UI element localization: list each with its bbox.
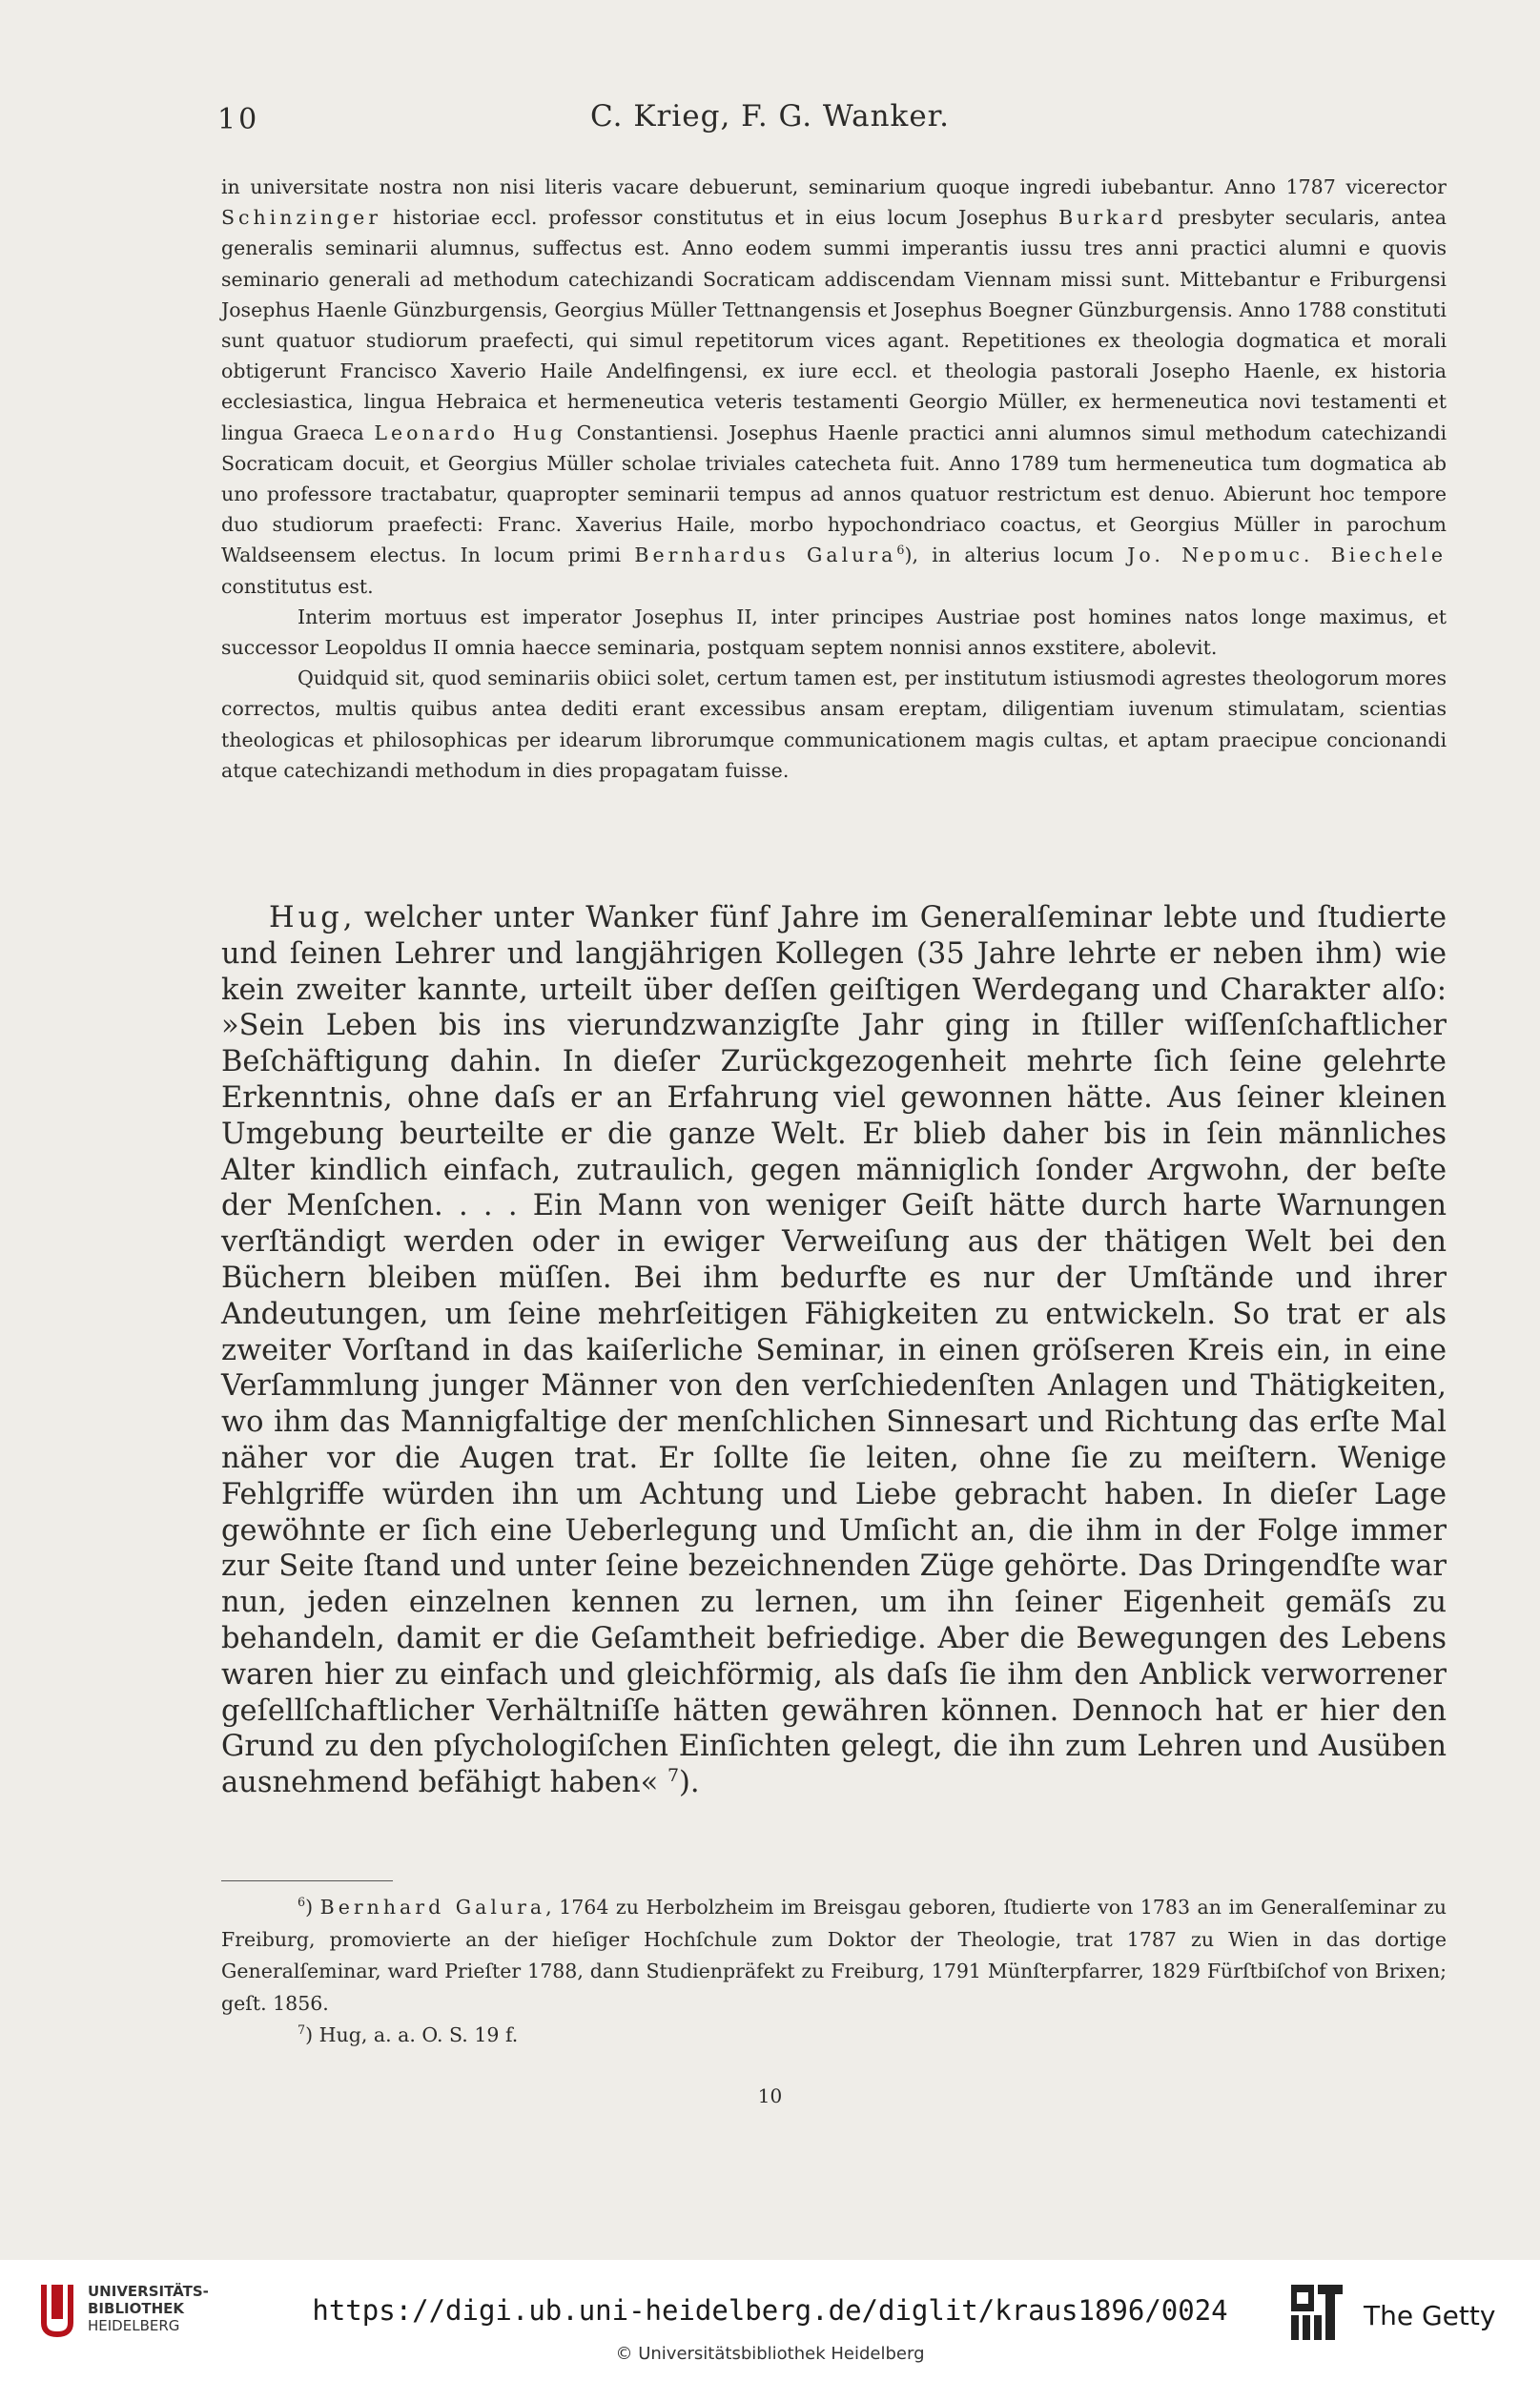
text-run: historiae eccl. professor constitutus et in eius locum Josephus bbox=[381, 206, 1059, 230]
spaced-name: Leonardo Hug bbox=[374, 421, 566, 444]
spaced-name: Schinzinger bbox=[221, 206, 382, 230]
footnote-marker: 7 bbox=[298, 2022, 306, 2038]
footnote-7: $^7$) Hug, a. a. O. S. 19 f. bbox=[298, 2022, 519, 2046]
spaced-name: Burkard bbox=[1058, 206, 1167, 230]
footnote-6: $^6$) Bernhard Galura, 1764 zu Herbolzheim im Breisgau geboren, ſtudierte von 1783 an im Generalſeminar zu Freiburg, promovierte an der hieſiger Hochſchule zum Doktor der Theologie, trat 1787 zu Wien in das dortige Generalſeminar, ward Prieſter 1788, dann Studienpräfekt zu Freiburg, 1791 Münſterpfarrer, 1829 Fürſtbiſchof von Brixen; geſt. 1856. bbox=[221, 1895, 1447, 2015]
viewer-footer bbox=[0, 2260, 1540, 2381]
text-run: Constantiensi. Josephus Haenle practici anni alumnos simul methodum catechizandi Socraticam docuit, et Georgius Müller scholae triviales catecheta fuit. Anno 1789 tum hermeneutica tum dogmatica ab uno professore tractabatur, quapropter seminarii tempus ad annos quatuor restrictum est denuo. Abierunt hoc tempore duo studiorum praefecti: Franc. Xaverius Haile, morbo hypochondriaco coactus, et Georgius Müller in parochum Waldseensem electus. In locum primi bbox=[221, 421, 1447, 567]
latin-text-block bbox=[221, 172, 1447, 786]
footnote-divider bbox=[221, 1880, 393, 1881]
footnotes bbox=[221, 1892, 1447, 2052]
spaced-name: Bernhard Galura bbox=[319, 1896, 546, 1919]
text-run: in universitate nostra non nisi literis vacare debuerunt, seminarium quoque ingredi iubebantur. Anno 1787 vicerector bbox=[221, 175, 1447, 198]
text-run: Hug, a. a. O. S. 19 f. bbox=[313, 2023, 519, 2046]
page-number-header: 10 bbox=[217, 103, 260, 136]
getty-wordmark: The Getty bbox=[1364, 2300, 1496, 2331]
footnote-ref-6[interactable]: 6 bbox=[896, 543, 905, 558]
library-name-line: BIBLIOTHEK bbox=[88, 2300, 184, 2317]
text-run: ). bbox=[679, 1766, 700, 1800]
library-name-line: HEIDELBERG bbox=[88, 2317, 180, 2334]
spaced-name: Jo. Nepomuc. Biechele bbox=[1127, 544, 1447, 567]
permalink-url[interactable]: https://digi.ub.uni-heidelberg.de/diglit/kraus1896/0024 bbox=[312, 2294, 1228, 2327]
text-run: constitutus est. bbox=[221, 574, 374, 598]
library-name-line: UNIVERSITÄTS- bbox=[88, 2283, 209, 2300]
german-paragraph bbox=[221, 900, 1447, 1801]
latin-paragraph-2: Interim mortuus est imperator Josephus II, inter principes Austriae post homines natos longe maximus, et successor Leopoldus II omnia haecce seminaria, postquam septem nonnisi annos exstitere, abolevit. bbox=[221, 605, 1447, 660]
footnote-ref-7[interactable]: 7 bbox=[667, 1764, 680, 1786]
spaced-name: Hug bbox=[269, 901, 343, 934]
getty-logo-icon bbox=[1289, 2283, 1345, 2342]
german-text-block bbox=[221, 900, 1447, 1801]
text-run: ), in alterius locum bbox=[904, 544, 1128, 567]
latin-paragraph-1 bbox=[221, 172, 1447, 602]
page-number-footer: 10 bbox=[757, 2084, 783, 2107]
running-title: C. Krieg, F. G. Wanker. bbox=[590, 99, 950, 133]
copyright-notice: © Universitätsbibliothek Heidelberg bbox=[615, 2344, 925, 2364]
text-run: , welcher unter Wanker fünf Jahre im Generalſeminar lebte und ſtudierte und ſeinen Lehrer und langjährigen Kollegen (35 Jahre lehrte er neben ihm) wie kein zweiter kannte, urteilt über deſſen geiſtigen Werdegang und Charakter alſo: »Sein Leben bis ins vierundzwanzigſte Jahr ging in ſtiller wiſſenſchaftlicher Beſchäftigung dahin. In dieſer Zurückgezogenheit mehrte ſich ſeine gelehrte Erkenntnis, ohne daſs er an Erfahrung viel gewonnen hätte. Aus ſeiner kleinen Umgebung beurteilte er die ganze Welt. Er blieb daher bis in ſein männliches Alter kindlich einfach, zutraulich, gegen männiglich ſonder Argwohn, der beſte der Menſchen. . . . Ein Mann von weniger Geiſt hätte durch harte Warnungen verſtändigt werden oder in ewiger Verweiſung aus der thätigen Welt bei den Büchern bleiben müſſen. Bei ihm bedurfte es nur der Umſtände und ihrer Andeutungen, um ſeine mehrſeitigen Fähigkeiten zu entwickeln. So trat er als zweiter Vorſtand in das kaiſerliche Seminar, in einen gröſseren Kreis ein, in eine Verſammlung junger Männer von den verſchiedenſten Anlagen und Thätigkeiten, wo ihm das Mannigfaltige der menſchlichen Sinnesart und Richtung das erſte Mal näher vor die Augen trat. Er ſollte ſie leiten, ohne ſie zu meiſtern. Wenige Fehlgriffe würden ihn um Achtung und Liebe gebracht haben. In dieſer Lage gewöhnte er ſich eine Ueberlegung und Umſicht an, die ihm in der Folge immer zur Seite ſtand und unter ſeine bezeichnenden Züge gehörte. Das Dringendſte war nun, jeden einzelnen kennen zu lernen, um ihn ſeiner Eigenheit gemäſs zu behandeln, damit er die Geſamtheit befriedige. Aber die Bewegungen des Lebens waren hier zu einfach und gleichförmig, als daſs ſie ihm den Anblick verworrener geſellſchaftlicher Verhältniſſe hätten gewähren können. Dennoch hat er hier den Grund zu den pſychologiſchen Einſichten gelegt, die ihn zum Lehren und Ausüben ausnehmend befähigt haben« bbox=[221, 901, 1447, 1800]
text-run: , 1764 zu Herbolzheim im Breisgau geboren, ſtudierte von 1783 an im Generalſeminar zu Freiburg, promovierte an der hieſiger Hochſchule zum Doktor der Theologie, trat 1787 zu Wien in das dortige Generalſeminar, ward Prieſter 1788, dann Studienpräfekt zu Freiburg, 1791 Münſterpfarrer, 1829 Fürſtbiſchof von Brixen; geſt. 1856. bbox=[221, 1896, 1447, 2015]
latin-paragraph-3: Quidquid sit, quod seminariis obiici solet, certum tamen est, per institutum istiusmodi agrestes theologorum mores correctos, multis quibus antea dediti erant excessibus ansam ereptam, diligentiam iuvenum stimulatam, scientias theologicas et philosophicas per idearum librorumque communicationem magis cultas, et aptam praecipue concionandi atque catechizandi methodum in dies propagatam fuisse. bbox=[221, 667, 1447, 782]
text-run: presbyter secularis, antea generalis seminarii alumnus, suffectus est. Anno eodem summi imperantis iussu tres anni practici alumni e quovis seminario generali ad methodum catechizandi Socraticam addiscendam Viennam missi sunt. Mittebantur e Friburgensi Josephus Haenle Günzburgensis, Georgius Müller Tettnangensis et Josephus Boegner Günzburgensis. Anno 1788 constituti sunt quatuor studiorum praefecti, qui simul repetitorum vices agant. Repetitiones ex theologia dogmatica et morali obtigerunt Francisco Xaverio Haile Andelfingensi, ex iure eccl. et theologia pastorali Josepho Haenle, ex historia ecclesiastica, lingua Hebraica et hermeneutica veteris testamenti Georgio Müller, ex hermeneutica novi testamenti et lingua Graeca bbox=[221, 206, 1447, 444]
spaced-name: Bernhardus Galura bbox=[634, 544, 897, 567]
footnote-marker: 6 bbox=[298, 1895, 306, 1910]
